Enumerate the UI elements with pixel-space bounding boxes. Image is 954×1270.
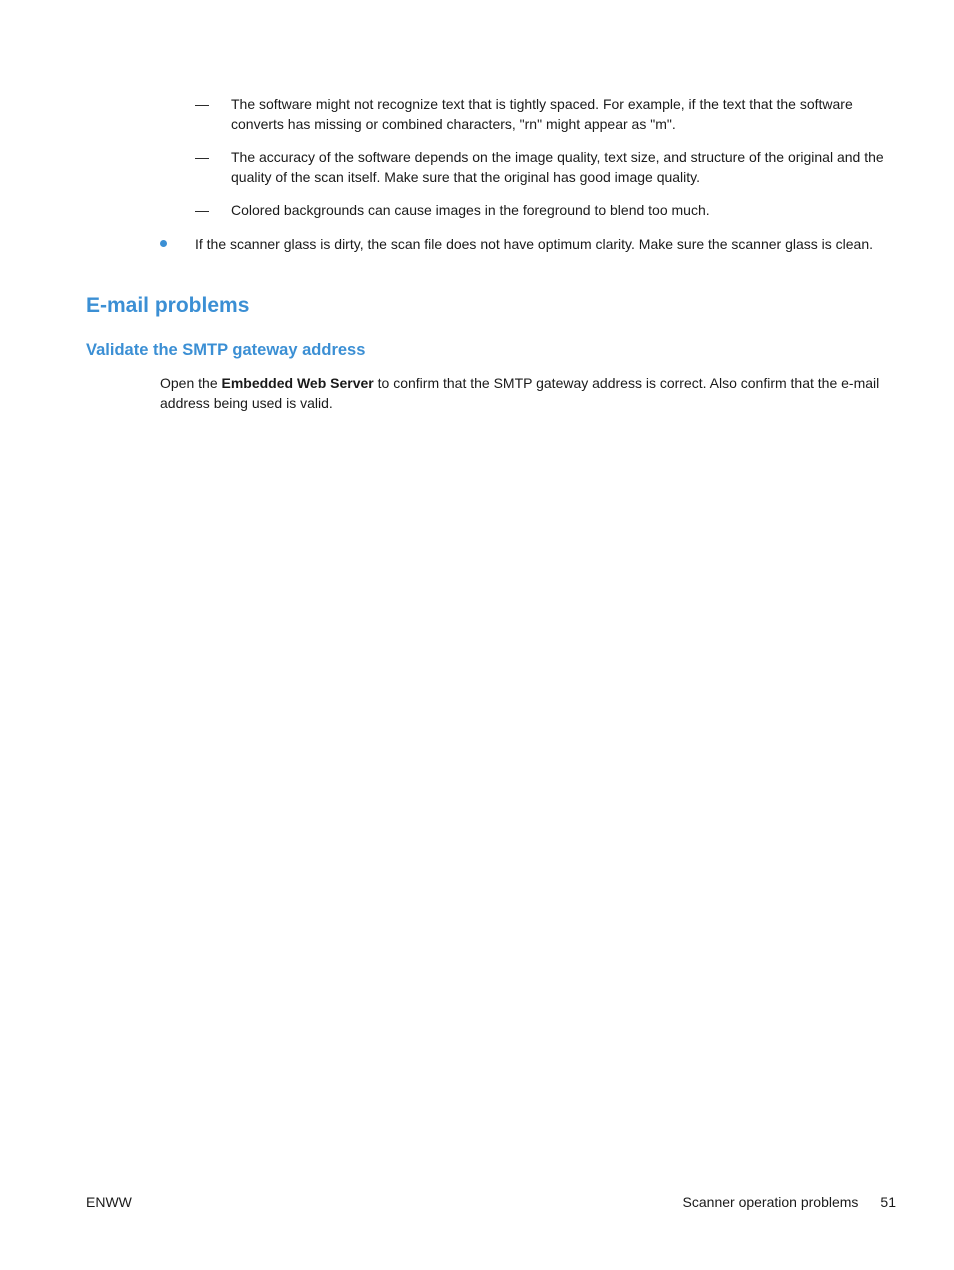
- em-dash-marker: —: [195, 149, 209, 165]
- footer-left-label: ENWW: [86, 1194, 132, 1210]
- list-sub-item: [195, 147, 885, 187]
- body-text-after: to confirm that the SMTP gateway address is correct. Also confirm that the e-mail address being used is valid.: [160, 375, 880, 411]
- em-dash-marker: —: [195, 202, 209, 218]
- footer-chapter-title: Scanner operation problems: [682, 1194, 859, 1210]
- footer-right: [683, 1192, 896, 1212]
- list-sub-item: [195, 94, 885, 134]
- body-paragraph: [160, 373, 885, 413]
- body-text-before: Open the: [160, 375, 222, 391]
- list-sub-item-text: The accuracy of the software depends on the image quality, text size, and structure of the original and the quality of the scan itself. Make sure that the original has good image quality.: [231, 149, 884, 185]
- page-number: 51: [880, 1194, 896, 1210]
- list-sub-item-text: The software might not recognize text that is tightly spaced. For example, if the text that the software converts has missing or combined characters, "rn" might appear as "m".: [231, 96, 853, 132]
- list-bullet-item-text: If the scanner glass is dirty, the scan file does not have optimum clarity. Make sure the scanner glass is clean.: [195, 236, 874, 252]
- list-sub-item-text: Colored backgrounds can cause images in the foreground to blend too much.: [231, 202, 710, 218]
- bullet-dot-icon: [160, 240, 167, 247]
- list-sub-item: [195, 200, 885, 220]
- section-heading: E-mail problems: [86, 294, 250, 317]
- embedded-web-server-term: Embedded Web Server: [221, 375, 374, 391]
- subsection-heading: Validate the SMTP gateway address: [86, 341, 366, 359]
- list-bullet-item: [160, 234, 885, 254]
- em-dash-marker: —: [195, 96, 209, 112]
